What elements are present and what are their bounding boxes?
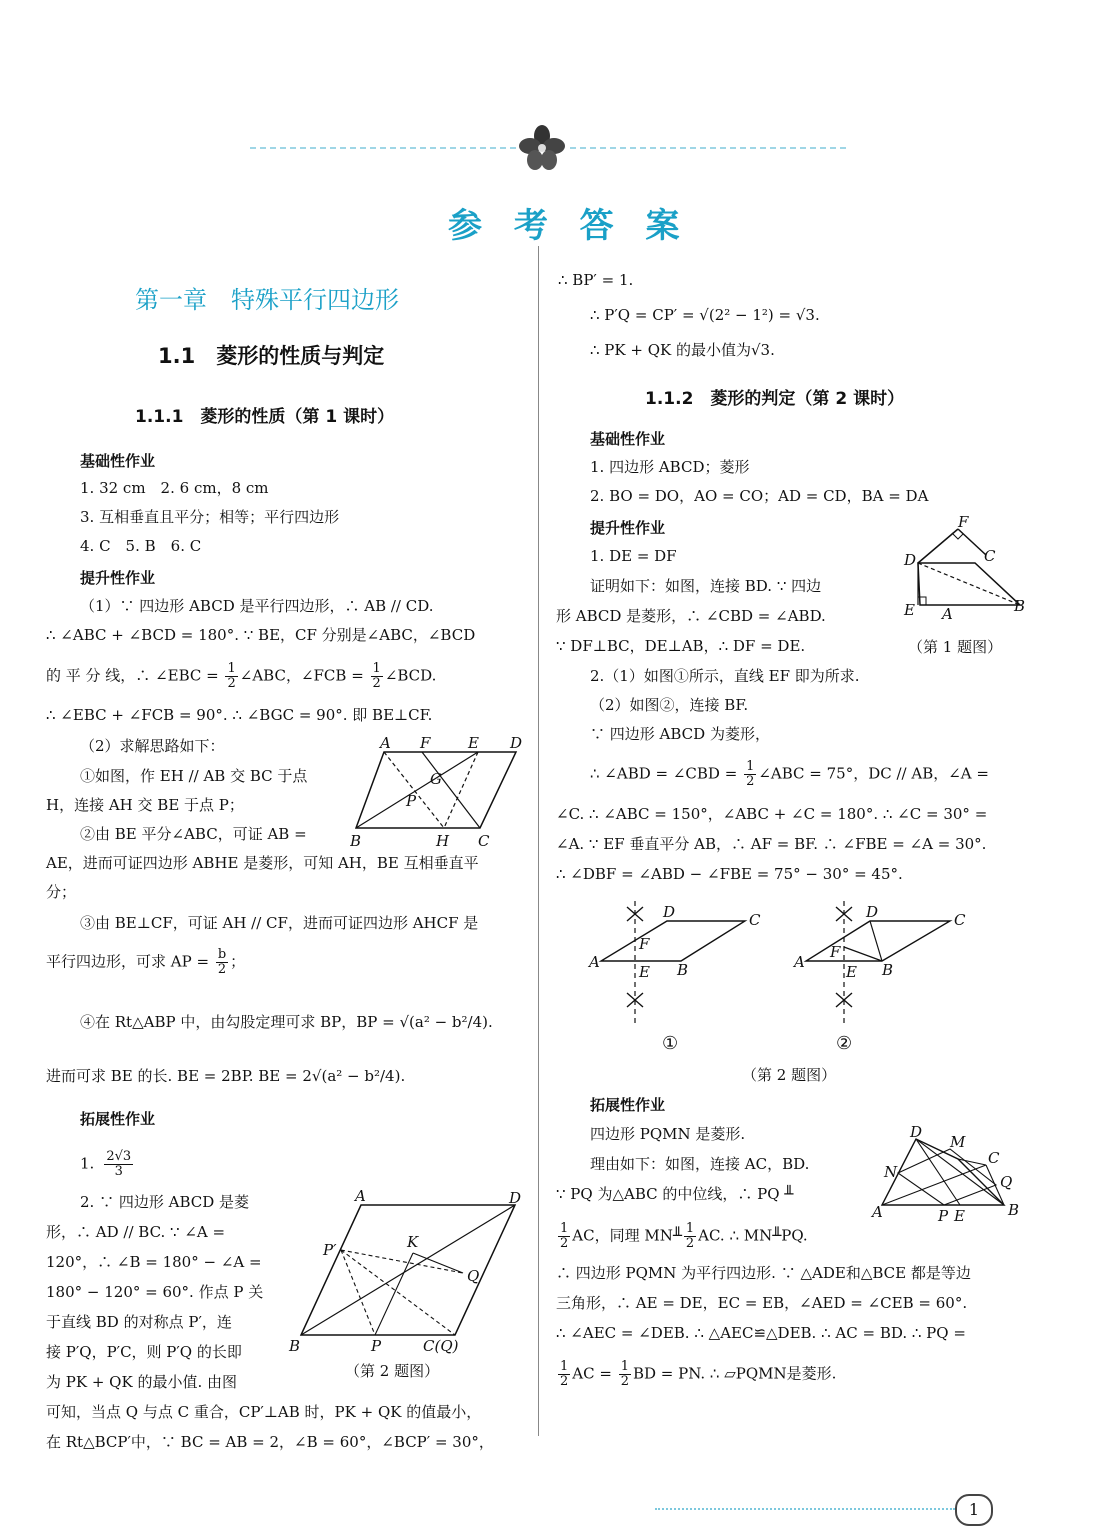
- denominator: 2: [560, 1236, 569, 1251]
- svg-text:F: F: [639, 935, 650, 953]
- basic-heading: 基础性作业: [590, 430, 666, 448]
- text-line: 形，∴ AD // BC. ∵ ∠A =: [46, 1223, 226, 1241]
- text-segment: ∠BCD.: [384, 666, 437, 685]
- svg-text:P: P: [371, 1337, 382, 1355]
- text-segment: ∴ ∠ABD = ∠CBD =: [590, 764, 743, 783]
- text-segment: 1.: [80, 1154, 95, 1173]
- denominator: 2: [372, 676, 381, 691]
- svg-text:F: F: [830, 943, 841, 961]
- text-line: [46, 948, 245, 977]
- svg-text:C: C: [988, 1149, 1000, 1167]
- text-line: ∴ 四边形 PQMN 为平行四边形. ∵ △ADE和△BCE 都是等边: [556, 1264, 971, 1282]
- figure-construction-1: [585, 895, 775, 1039]
- svg-text:E: E: [954, 1207, 965, 1225]
- numerator: 1: [560, 1359, 569, 1374]
- text-line: ∠A. ∵ EF 垂直平分 AB，∴ AF = BF. ∴ ∠FBE = ∠A = 30°.: [556, 835, 987, 853]
- svg-text:N: N: [884, 1163, 898, 1181]
- text-line: 于直线 BD 的对称点 P′，连: [46, 1313, 232, 1331]
- svg-text:D: D: [509, 1189, 522, 1207]
- svg-text:B: B: [1008, 1201, 1020, 1219]
- text-segment: 平行四边形，可求 AP =: [46, 952, 214, 971]
- column-divider: [538, 246, 539, 1436]
- text-line: （2）如图②，连接 BF.: [590, 696, 749, 714]
- fraction: [225, 662, 237, 691]
- svg-text:D: D: [510, 734, 523, 752]
- text-segment: ④在 Rt△ABP 中，由勾股定理可求 BP，BP =: [80, 1013, 400, 1031]
- svg-text:C(Q): C(Q): [423, 1337, 459, 1355]
- text-line: 进而可求 BE 的长. BE = 2BP. BE = 2√(a² − b²/4).: [46, 1067, 406, 1085]
- footer-dotted-line: [655, 1508, 955, 1512]
- text-segment: ；: [230, 952, 246, 971]
- svg-text:C: C: [478, 832, 490, 850]
- figure-parallelogram-1: [350, 732, 530, 858]
- text-line: [556, 1222, 808, 1251]
- figure-caption: （第 2 题图）: [742, 1066, 837, 1084]
- numerator: 1: [372, 661, 381, 676]
- denominator: 2: [746, 774, 755, 789]
- svg-text:Q: Q: [1000, 1173, 1013, 1191]
- text-line: 分；: [46, 883, 77, 901]
- fraction: [104, 1150, 133, 1179]
- text-line: [590, 760, 989, 789]
- svg-text:A: A: [794, 953, 805, 971]
- denominator: 2: [620, 1374, 629, 1389]
- text-line: ∵ DF⊥BC，DE⊥AB，∴ DF = DE.: [556, 637, 806, 655]
- subsection-title: 1.1.1 菱形的性质（第 1 课时）: [135, 407, 395, 427]
- improve-heading: 提升性作业: [590, 519, 666, 537]
- basic-heading: 基础性作业: [80, 452, 156, 470]
- numerator: 1: [685, 1221, 695, 1236]
- denominator: 2: [217, 962, 227, 977]
- denominator: 2: [227, 676, 236, 691]
- text-line: H，连接 AH 交 BE 于点 P；: [46, 796, 244, 814]
- text-line: ∴ ∠DBF = ∠ABD − ∠FBE = 75° − 30° = 45°.: [556, 865, 903, 883]
- text-line: 在 Rt△BCP′中，∵ BC = AB = 2，∠B = 60°，∠BCP′ = 30°，: [46, 1433, 494, 1451]
- svg-text:Q: Q: [467, 1267, 480, 1285]
- radicand: a² − b²/4: [327, 1067, 395, 1085]
- fraction: [744, 760, 756, 789]
- fraction: [216, 948, 228, 977]
- subsection-title: 1.1.2 菱形的判定（第 2 课时）: [645, 389, 905, 409]
- figure-caption: （第 2 题图）: [345, 1362, 440, 1380]
- svg-text:E: E: [846, 963, 857, 981]
- page-number-badge: [955, 1494, 993, 1526]
- text-line: ∴ P′Q = CP′ = √(2² − 1²) = √3.: [590, 306, 820, 324]
- page-title: 参 考 答 案: [448, 206, 690, 246]
- figure-construction-2: [790, 895, 980, 1039]
- text-segment: AC，同理 MN╨: [572, 1226, 682, 1245]
- denominator: 3: [114, 1164, 123, 1179]
- figure-label: ②: [836, 1033, 853, 1054]
- fraction: [619, 1360, 631, 1389]
- svg-text:A: A: [380, 734, 391, 752]
- text-line: 120°，∴ ∠B = 180° − ∠A =: [46, 1253, 262, 1271]
- svg-text:P: P: [938, 1207, 949, 1225]
- text-line: 2. ∵ 四边形 ABCD 是菱: [80, 1193, 250, 1211]
- fraction: [371, 662, 383, 691]
- text-line: ∴ ∠AEC = ∠DEB. ∴ △AEC≌△DEB. ∴ AC = BD. ∴ PQ =: [556, 1324, 966, 1342]
- text-line: ∴ BP′ = 1.: [558, 271, 634, 289]
- text-segment: ∠ABC = 75°，DC // AB，∠A =: [758, 764, 989, 783]
- text-line: ∴ PK + QK 的最小值为√3.: [590, 341, 775, 359]
- answer-line: 4. C 5. B 6. C: [80, 537, 202, 555]
- numerator: 2√3: [106, 1149, 132, 1164]
- text-line: AE，进而可证四边形 ABHE 是菱形，可知 AH，BE 互相垂直平: [46, 854, 479, 872]
- svg-text:K: K: [407, 1233, 419, 1251]
- svg-text:M: M: [950, 1133, 966, 1151]
- text-segment: BD = PN. ∴ ▱PQMN是菱形.: [632, 1364, 837, 1383]
- text-segment: AC. ∴ MN╨PQ.: [698, 1226, 808, 1245]
- svg-text:C: C: [749, 911, 761, 929]
- svg-text:B: B: [677, 961, 689, 979]
- text-segment: AC =: [572, 1364, 617, 1383]
- denominator: 2: [560, 1374, 569, 1389]
- fraction: [684, 1222, 696, 1251]
- text-line: ①如图，作 EH // AB 交 BC 于点: [80, 767, 308, 785]
- numerator: 1: [620, 1359, 629, 1374]
- text-line: ∴ ∠EBC + ∠FCB = 90°. ∴ ∠BGC = 90°. 即 BE⊥CF.: [46, 706, 433, 724]
- fraction: [558, 1222, 570, 1251]
- text-line: ∵ 四边形 ABCD 为菱形，: [590, 725, 770, 743]
- svg-text:B: B: [350, 832, 362, 850]
- text-line: [80, 1150, 135, 1179]
- text-segment: .: [488, 1013, 493, 1031]
- answer-line: 3. 互相垂直且平分；相等；平行四边形: [80, 508, 340, 526]
- text-segment: 进而可求 BE 的长. BE = 2BP. BE = 2: [46, 1067, 312, 1085]
- svg-text:H: H: [436, 832, 450, 850]
- figure-caption: （第 1 题图）: [908, 638, 1003, 656]
- svg-text:D: D: [910, 1125, 923, 1141]
- text-line: [46, 662, 436, 691]
- text-line: 2.（1）如图①所示，直线 EF 即为所求.: [590, 667, 860, 685]
- text-line: ∠C. ∴ ∠ABC = 150°，∠ABC + ∠C = 180°. ∴ ∠C = 30° =: [556, 805, 988, 823]
- svg-text:A: A: [872, 1203, 883, 1221]
- svg-text:A: A: [942, 605, 953, 623]
- extend-heading: 拓展性作业: [590, 1096, 666, 1114]
- svg-text:D: D: [866, 903, 879, 921]
- svg-text:F: F: [958, 515, 969, 531]
- chapter-title: 第一章 特殊平行四边形: [135, 286, 399, 314]
- svg-text:D: D: [663, 903, 676, 921]
- svg-text:C: C: [984, 547, 996, 565]
- svg-text:C: C: [954, 911, 966, 929]
- text-line: （2）求解思路如下：: [80, 737, 225, 755]
- text-line: ∴ ∠ABC + ∠BCD = 180°. ∵ BE，CF 分别是∠ABC，∠BCD: [46, 626, 476, 644]
- text-segment: ∠ABC，∠FCB =: [239, 666, 369, 685]
- page-number: 1: [968, 1500, 980, 1519]
- text-line: ②由 BE 平分∠ABC，可证 AB =: [80, 825, 307, 843]
- text-line: 接 P′Q，P′C，则 P′Q 的长即: [46, 1343, 242, 1361]
- text-line: 证明如下：如图，连接 BD. ∵ 四边: [590, 577, 822, 595]
- answer-line: 1. 四边形 ABCD；菱形: [590, 458, 750, 476]
- svg-text:P′: P′: [323, 1241, 337, 1259]
- svg-text:G: G: [430, 770, 442, 788]
- header-ornament: [250, 120, 850, 180]
- svg-text:P: P: [406, 792, 417, 810]
- denominator: 2: [685, 1236, 695, 1251]
- numerator: b: [217, 947, 227, 962]
- svg-text:B: B: [289, 1337, 301, 1355]
- text-line: 理由如下：如图，连接 AC，BD.: [590, 1155, 810, 1173]
- answer-line: 1. 32 cm 2. 6 cm，8 cm: [80, 479, 269, 497]
- numerator: 1: [746, 759, 755, 774]
- svg-text:F: F: [420, 734, 431, 752]
- svg-text:E: E: [904, 601, 915, 619]
- radicand: a² − b²/4: [414, 1013, 483, 1031]
- text-line: ③由 BE⊥CF，可证 AH // CF，进而可证四边形 AHCF 是: [80, 914, 479, 932]
- text-line: 为 PK + QK 的最小值. 由图: [46, 1373, 237, 1391]
- improve-heading: 提升性作业: [80, 569, 156, 587]
- svg-text:B: B: [1014, 597, 1026, 615]
- figure-rhombus-right-1: [900, 515, 1035, 629]
- text-line: 四边形 PQMN 是菱形.: [590, 1125, 746, 1143]
- text-line: 形 ABCD 是菱形，∴ ∠CBD = ∠ABD.: [556, 607, 826, 625]
- svg-text:E: E: [468, 734, 479, 752]
- text-line: ④在 Rt△ABP 中，由勾股定理可求 BP，BP = √(a² − b²/4).: [80, 1013, 493, 1031]
- figure-rhombus-2: [283, 1185, 533, 1359]
- figure-pqmn: [870, 1125, 1030, 1229]
- fraction: [558, 1360, 570, 1389]
- numerator: 1: [227, 661, 236, 676]
- answer-line: 2. BO = DO，AO = CO；AD = CD，BA = DA: [590, 487, 929, 505]
- svg-text:E: E: [639, 963, 650, 981]
- figure-label: ①: [662, 1033, 679, 1054]
- section-title: 1.1 菱形的性质与判定: [158, 344, 385, 368]
- text-line: 180° − 120° = 60°. 作点 P 关: [46, 1283, 264, 1301]
- svg-text:B: B: [882, 961, 894, 979]
- text-line: 1. DE = DF: [590, 547, 677, 565]
- text-line: 可知，当点 Q 与点 C 重合，CP′⊥AB 时，PK + QK 的值最小，: [46, 1403, 482, 1421]
- text-line: ∵ PQ 为△ABC 的中位线，∴ PQ ╨: [556, 1185, 794, 1203]
- numerator: 1: [560, 1221, 569, 1236]
- text-line: 三角形，∴ AE = DE，EC = EB，∠AED = ∠CEB = 60°.: [556, 1294, 968, 1312]
- svg-text:D: D: [904, 551, 917, 569]
- text-line: （1）∵ 四边形 ABCD 是平行四边形，∴ AB // CD.: [80, 597, 434, 615]
- svg-text:A: A: [589, 953, 600, 971]
- text-segment: .: [400, 1067, 406, 1085]
- text-line: [556, 1360, 836, 1389]
- text-segment: 的 平 分 线，∴ ∠EBC =: [46, 666, 224, 685]
- svg-text:A: A: [355, 1187, 366, 1205]
- extend-heading: 拓展性作业: [80, 1110, 156, 1128]
